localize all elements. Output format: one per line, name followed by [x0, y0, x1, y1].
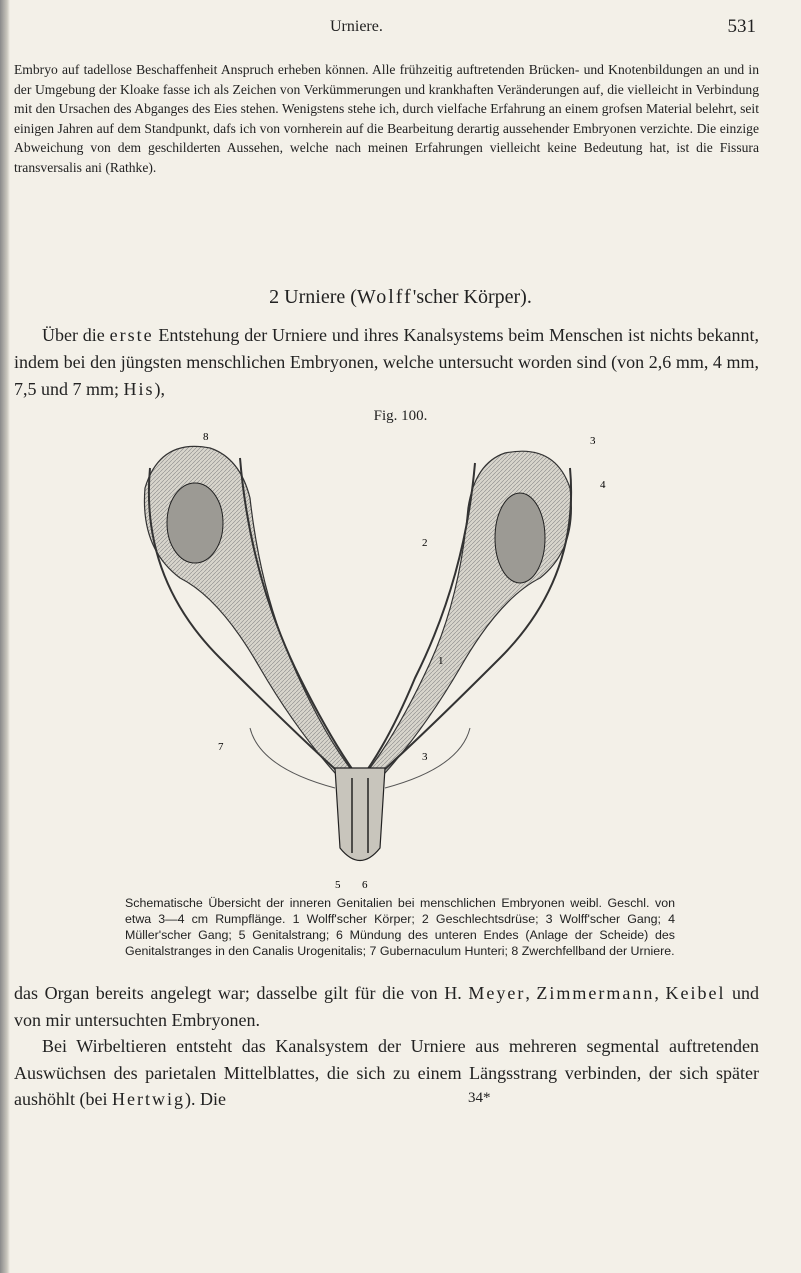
section-number: 2 — [269, 286, 280, 308]
figure-number-6: 6 — [362, 879, 368, 888]
author-hertwig: Hertwig — [111, 1089, 185, 1109]
left-gonad — [167, 483, 223, 563]
figure-label: Fig. 100. — [373, 408, 428, 424]
figure-number-3-bottom: 3 — [422, 751, 428, 763]
author-keibel: Keibel — [665, 983, 726, 1003]
author-meyer: Meyer — [468, 983, 526, 1003]
bottom-paragraph-1: das Organ bereits angelegt war; dasselbe gilt für die von H. Meyer, Zimmermann, Keibel und von mir untersuchten Embryonen. — [14, 983, 760, 1030]
figure-number-1: 1 — [438, 655, 444, 667]
bottom-paragraph-2: Bei Wirbeltieren entsteht das Kanalsystem der Urniere aus mehreren segmental auftretenden Auswüchsen des parietalen Mittelblattes, die sich zu einem Längsstrang verbinden, der sich später aushöhlt (bei Hertwig). Die — [14, 1036, 759, 1109]
figure-drawing — [100, 428, 620, 888]
section-title: Urniere — [284, 286, 346, 308]
figure-number-3-top: 3 — [590, 435, 596, 447]
page-header — [0, 12, 801, 42]
main-paragraph — [14, 322, 759, 403]
running-title: Urniere. — [330, 18, 383, 35]
page-number: 531 — [727, 16, 756, 37]
sheet-signature: 34* — [468, 1090, 491, 1106]
main-paragraph-text: Über die erste Entstehung der Urniere und ihres Kanalsystems beim Menschen ist nichts bekannt, indem bei den jüngsten menschlichen Embryonen, welche untersucht worden sind (von 2,6 mm, 4 mm, 7,5 und 7 mm; His), — [14, 325, 759, 399]
bottom-paragraph — [14, 980, 759, 1113]
emphasis-erste: erste — [109, 325, 154, 345]
anatomical-figure — [100, 428, 620, 888]
figure-caption: Schematische Übersicht der inneren Genitalien bei menschlichen Embryonen weibl. Geschl. von etwa 3—4 cm Rumpflänge. 1 Wolff'scher Körper; 2 Geschlechtsdrüse; 3 Wolff'scher Gang; 4 Müller'scher Gang; 5 Genitalstrang; 6 Mündung des unteren Endes (Anlage der Scheide) des Genitalstranges in den Canalis Urogenitalis; 7 Gubernaculum Hunteri; 8 Zwerchfellband der Urniere. — [125, 896, 675, 958]
section-subtitle-name: Wolff — [356, 286, 413, 308]
right-gonad — [495, 493, 545, 583]
author-his: His — [123, 379, 155, 399]
author-zimmermann: Zimmermann — [536, 983, 655, 1003]
figure-number-2: 2 — [422, 537, 428, 549]
top-paragraph — [14, 60, 759, 178]
figure-number-4: 4 — [600, 479, 606, 491]
figure-number-8: 8 — [203, 431, 209, 443]
figure-number-7: 7 — [218, 741, 224, 753]
figure-number-5: 5 — [335, 879, 341, 888]
top-paragraph-text: Embryo auf tadellose Beschaffenheit Anspruch erheben können. Alle frühzeitig auftretenden Brücken- und Knotenbildungen an und in der Umgebung der Kloake fasse ich als Zeichen von Verkümmerungen und krankhaften Veränderungen auf, die vielleicht in Verbindung mit den Ursachen des Abganges des Eies stehen. Wenigstens stehe ich, durch vielfache Erfahrung an einem grofsen Material belehrt, seit einigen Jahren auf dem Standpunkt, dafs ich von vornherein auf die Bearbeitung derartig aussehender Embryonen verzichte. Die einzige Abweichung von dem geschilderten Aussehen, welche nach meinen Erfahrungen vielleicht keine Bedeutung hat, ist die Fissura transversalis ani (Rathke). — [14, 62, 759, 175]
section-heading: 2 Urniere (Wolff'scher Körper). — [269, 286, 532, 308]
book-spine-shadow — [0, 0, 10, 1273]
genital-strand — [335, 768, 385, 861]
